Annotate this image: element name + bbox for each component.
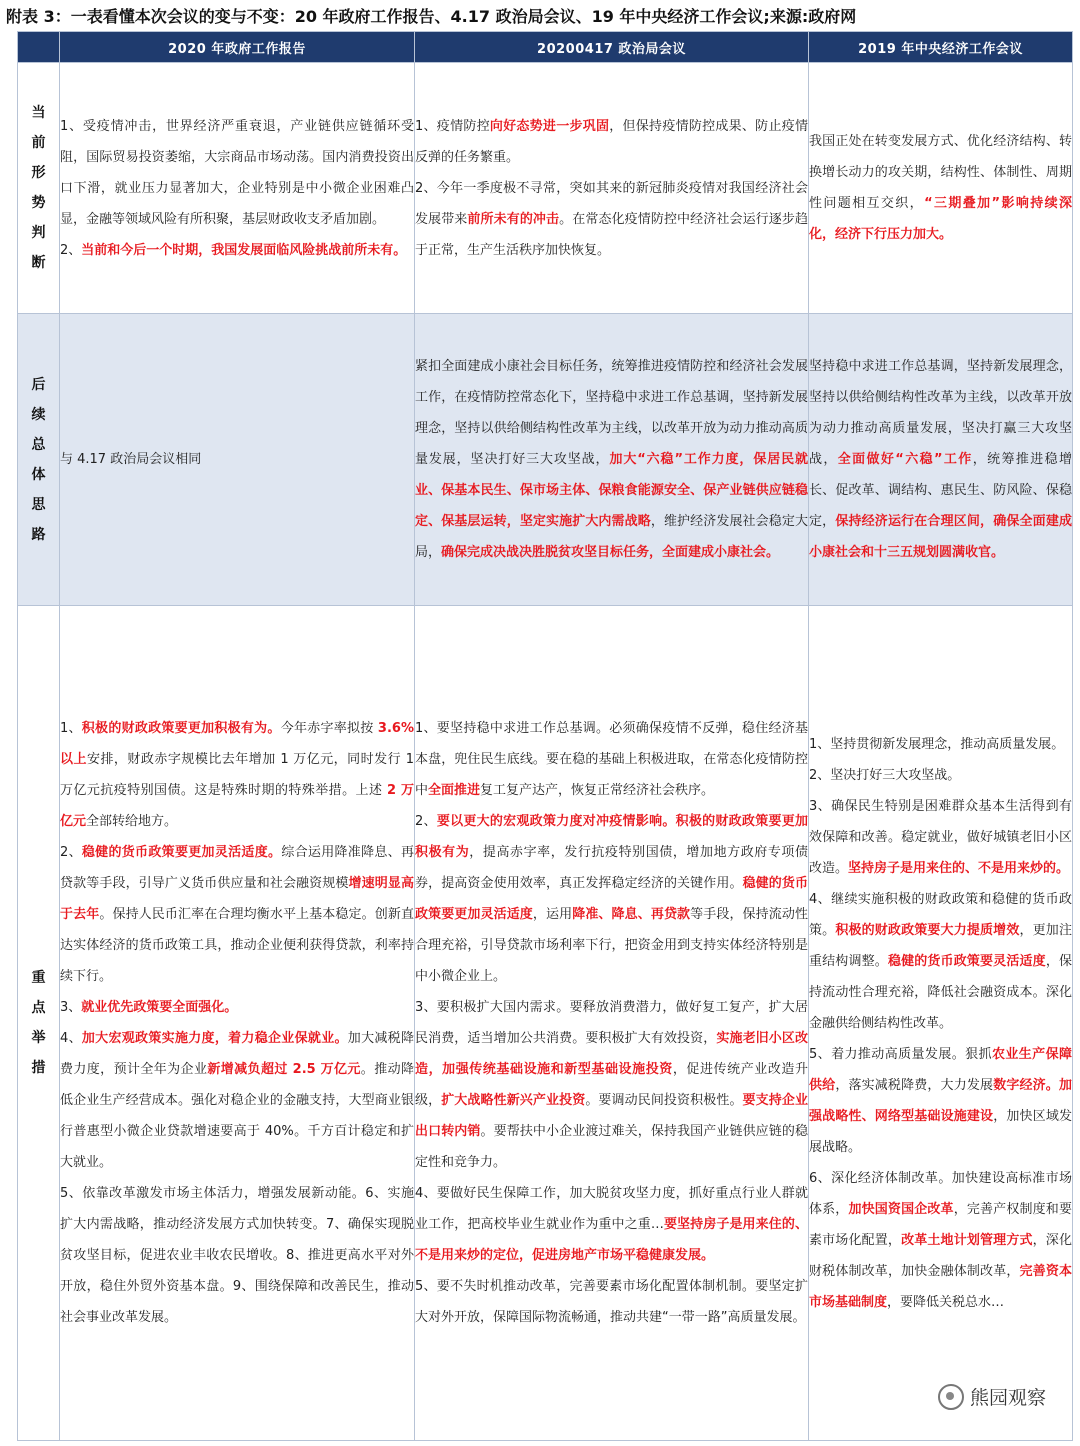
page-title: 附表 3：一表看懂本次会议的变与不变：20 年政府工作报告、4.17 政治局会议、19 年中央经济工作会议;来源:政府网 <box>6 7 857 26</box>
highlighted-text: 增速明显高于去年 <box>60 876 414 922</box>
table-cell <box>60 314 415 606</box>
cell-text: 紧扣全面建成小康社会目标任务，统筹推进疫情防控和经济社会发展工作，在疫情防控常态化下，坚持稳中求进工作总基调，坚持新发展理念，坚持以供给侧结构性改革为主线，以改革开放为动力推动高质量发展，坚决打好三大攻坚战， <box>415 359 808 467</box>
cell-text: 。要调动民间投资积极性。 <box>585 1093 743 1108</box>
header-row <box>18 32 1073 63</box>
cell-text: 。在常态化疫情防控中经济社会运行逐步趋于正常，生产生活秩序加快恢复。 <box>415 211 808 258</box>
table-cell <box>809 314 1073 606</box>
wechat-logo-icon <box>938 1384 964 1410</box>
row-label-char: 势 <box>31 195 46 211</box>
cell-text: 4、要做好民生保障工作，加大脱贫攻坚力度，抓好重点行业人群就业工作，把高校毕业生就业作为重中之重… <box>415 1186 808 1232</box>
highlighted-text: 积极的财政政策要大力提质增效 <box>835 922 1020 938</box>
cell-text: ，维护经济发展社会稳定大局， <box>415 514 808 560</box>
table-cell <box>415 606 809 1441</box>
cell-text: ，加快区域发展战略。 <box>809 1108 1072 1155</box>
cell-text: 1、要坚持稳中求进工作总基调。必须确保疫情不反弹，稳住经济基本盘，兜住民生底线。要在稳的基础上积极进取，在常态化疫情防控中 <box>415 721 808 798</box>
row-label-char: 思 <box>31 496 46 513</box>
cell-text: 1、疫情防控 <box>415 118 490 134</box>
highlighted-text: 数字经济。加强战略性、网络型基础设施建设 <box>809 1077 1072 1124</box>
cell-text: ，统筹推进稳增长、促改革、调结构、惠民生、防风险、保稳定， <box>809 452 1072 529</box>
highlighted-text: 就业优先政策要全面强化。 <box>81 1000 238 1015</box>
highlighted-text: 向好态势进一步巩固 <box>489 118 610 134</box>
row-label <box>18 606 60 1441</box>
highlighted-text: 全面做好“六稳”工作 <box>837 452 973 467</box>
column-header: 20200417 政治局会议 <box>415 32 809 63</box>
highlighted-text: 前所未有的冲击 <box>467 211 560 227</box>
cell-text: 综合运用降准降息、再贷款等手段，引导广义货币供应量和社会融资规模 <box>60 845 414 891</box>
cell-text: 。要帮扶中小企业渡过难关，保持我国产业链供应链的稳定性和竞争力。 <box>415 1124 808 1170</box>
cell-text: 5、着力推动高质量发展。狠抓 <box>809 1046 992 1062</box>
highlighted-text: 加大“六稳”工作力度，保居民就业、保基本民生、保市场主体、保粮食能源安全、保产业链供应链稳定、保基层运转，坚定实施扩大内需战略 <box>415 452 808 529</box>
cell-text: ，要降低关税总水… <box>887 1294 1005 1310</box>
highlighted-text: 扩大战略性新兴产业投资 <box>441 1093 586 1108</box>
highlighted-text: 稳健的货币政策要灵活适度 <box>887 953 1046 969</box>
cell-text: 2、 <box>415 814 437 829</box>
row-label-char: 点 <box>31 1000 46 1016</box>
table-row <box>18 63 1073 314</box>
cell-text: 今年赤字率拟按 <box>280 721 378 736</box>
cell-text: ，保持流动性合理充裕，降低社会融资成本。深化金融供给侧结构性改革。 <box>809 953 1072 1031</box>
row-label <box>18 314 60 606</box>
cell-text: 1、受疫情冲击，世界经济严重衰退，产业链供应链循环受阻，国际贸易投资萎缩，大宗商品市场动荡。国内消费投资出口下滑，就业压力显著加大，企业特别是中小微企业困难凸显，金融等领域风险有所积聚，基层财政收支矛盾加剧。 <box>60 118 414 227</box>
highlighted-text: 完善资本市场基础制度 <box>809 1263 1072 1310</box>
cell-text: 全部转给地方。 <box>86 814 178 829</box>
cell-text: 。推动降低企业生产经营成本。强化对稳企业的金融支持，大型商业银行普惠型小微企业贷款增速要高于 40%。千方百计稳定和扩大就业。 <box>60 1062 414 1170</box>
cell-text: 加大减税降费力度，预计全年为企业 <box>60 1031 414 1077</box>
cell-text: 1、坚持贯彻新发展理念，推动高质量发展。 <box>809 736 1065 752</box>
highlighted-text: 2 万亿元 <box>60 783 414 829</box>
row-label-char: 路 <box>31 526 46 543</box>
cell-text: ，运用 <box>532 907 573 922</box>
highlighted-text: “三期叠加”影响持续深化，经济下行压力加大。 <box>809 196 1072 242</box>
highlighted-text: 改革土地计划管理方式 <box>901 1232 1033 1248</box>
table-cell <box>60 606 415 1441</box>
highlighted-text: 当前和今后一个时期，我国发展面临风险挑战前所未有。 <box>81 242 407 258</box>
highlighted-text: 降准、降息、再贷款 <box>572 907 691 922</box>
cell-text: 3、 <box>60 1000 82 1015</box>
highlighted-text: 加快国资国企改革 <box>848 1201 954 1217</box>
cell-text: ，落实减税降费，大力发展 <box>835 1077 994 1093</box>
table-row <box>18 606 1073 1441</box>
highlighted-text: 要支持企业出口转内销 <box>415 1093 808 1139</box>
watermark-text: 熊园观察 <box>969 1387 1046 1409</box>
row-label-char: 前 <box>31 135 46 151</box>
row-label-char: 总 <box>31 436 46 453</box>
cell-text: 5、依靠改革激发市场主体活力，增强发展新动能。6、实施扩大内需战略，推动经济发展方式加快转变。7、确保实现脱贫攻坚目标，促进农业丰收农民增收。8、推进更高水平对外开放，稳住外贸外资基本盘。9、围绕保障和改善民生，推动社会事业改革发展。 <box>60 1186 414 1325</box>
cell-text: 4、 <box>60 1031 82 1046</box>
highlighted-text: 要坚持房子是用来住的、不是用来炒的定位，促进房地产市场平稳健康发展。 <box>415 1217 808 1263</box>
cell-text: 4、继续实施积极的财政政策和稳健的货币政策。 <box>809 891 1072 938</box>
cell-text: ，完善产权制度和要素市场化配置， <box>809 1201 1072 1248</box>
watermark <box>938 1383 1046 1410</box>
cell-text: 1、 <box>60 721 82 736</box>
row-label <box>18 63 60 314</box>
table-cell <box>809 63 1073 314</box>
cell-text: 复工复产达产，恢复正常经济社会秩序。 <box>480 783 715 798</box>
highlighted-text: 确保完成决战决胜脱贫攻坚目标任务，全面建成小康社会。 <box>441 545 780 560</box>
row-label-char: 措 <box>31 1060 46 1076</box>
cell-text: 我国正处在转变发展方式、优化经济结构、转换增长动力的攻关期，结构性、体制性、周期性问题相互交织， <box>809 134 1072 211</box>
cell-text: 与 4.17 政治局会议相同 <box>60 452 202 467</box>
cell-text: ，深化财税体制改革，加快金融体制改革， <box>809 1232 1072 1279</box>
highlighted-text: 加大宏观政策实施力度，着力稳企业保就业。 <box>81 1031 348 1046</box>
column-header: 2020 年政府工作报告 <box>60 32 415 63</box>
cell-text: ，但保持疫情防控成果、防止疫情反弹的任务繁重。 <box>415 118 808 165</box>
highlighted-text: 实施老旧小区改造，加强传统基础设施和新型基础设施投资 <box>415 1031 808 1077</box>
highlighted-text: 稳健的货币政策要更加灵活适度。 <box>81 845 282 860</box>
highlighted-text: 农业生产保障供给 <box>809 1046 1072 1093</box>
row-label-char: 体 <box>31 466 46 483</box>
cell-text: 坚持稳中求进工作总基调，坚持新发展理念，坚持以供给侧结构性改革为主线，以改革开放为动力推动高质量发展，坚决打赢三大攻坚战， <box>809 359 1072 467</box>
highlighted-text: 稳健的货币政策要更加灵活适度 <box>415 876 808 922</box>
cell-text: ，更加注重结构调整。 <box>809 922 1072 969</box>
highlighted-text: 积极的财政政策要更加积极有为。 <box>81 721 281 736</box>
row-label-char: 举 <box>31 1030 46 1046</box>
table-row <box>18 314 1073 606</box>
row-label-char: 判 <box>31 225 46 241</box>
header-corner <box>18 32 60 63</box>
table-cell <box>415 63 809 314</box>
highlighted-text: 坚持房子是用来住的、不是用来炒的。 <box>848 860 1070 876</box>
highlighted-text: 要以更大的宏观政策力度对冲疫情影响。积极的财政政策要更加积极有为 <box>415 814 808 860</box>
cell-text: 2、今年一季度极不寻常，突如其来的新冠肺炎疫情对我国经济社会发展带来 <box>415 180 808 227</box>
cell-text: 5、要不失时机推动改革，完善要素市场化配置体制机制。要坚定扩大对外开放，保障国际物流畅通，推动共建“一带一路”高质量发展。 <box>415 1279 808 1325</box>
cell-text: 2、 <box>60 242 82 258</box>
cell-text: 2、坚决打好三大攻坚战。 <box>809 767 961 783</box>
cell-text: 等手段，保持流动性合理充裕，引导贷款市场利率下行，把资金用到支持实体经济特别是中小微企业上。 <box>415 907 808 984</box>
row-label-char: 形 <box>31 165 46 181</box>
cell-text: 。保持人民币汇率在合理均衡水平上基本稳定。创新直达实体经济的货币政策工具，推动企业便利获得贷款，利率持续下行。 <box>60 907 414 984</box>
table-cell <box>415 314 809 606</box>
cell-text: ，提高赤字率，发行抗疫特别国债，增加地方政府专项债券，提高资金使用效率，真正发挥稳定经济的关键作用。 <box>415 845 808 891</box>
row-label-char: 重 <box>31 970 46 986</box>
cell-text: ，促进传统产业改造升级， <box>415 1062 808 1108</box>
column-header: 2019 年中央经济工作会议 <box>809 32 1073 63</box>
highlighted-text: 保持经济运行在合理区间，确保全面建成小康社会和十三五规划圆满收官。 <box>809 514 1072 560</box>
cell-text: 3、要积极扩大国内需求。要释放消费潜力，做好复工复产，扩大居民消费，适当增加公共消费。要积极扩大有效投资， <box>415 1000 808 1046</box>
cell-text: 安排，财政赤字规模比去年增加 1 万亿元，同时发行 1 万亿元抗疫特别国债。这是特殊时期的特殊举措。上述 <box>60 752 414 798</box>
row-label-char: 断 <box>31 255 46 271</box>
highlighted-text: 3.6%以上 <box>60 721 414 767</box>
cell-text: 3、确保民生特别是困难群众基本生活得到有效保障和改善。稳定就业，做好城镇老旧小区改造。 <box>809 798 1072 876</box>
highlighted-text: 新增减负超过 2.5 万亿元 <box>207 1062 361 1077</box>
cell-text: 2、 <box>60 845 82 860</box>
comparison-table <box>17 31 1073 1441</box>
row-label-char: 续 <box>31 406 46 423</box>
row-label-char: 后 <box>31 376 46 393</box>
row-label-char: 当 <box>31 105 46 121</box>
cell-text: 6、深化经济体制改革。加快建设高标准市场体系， <box>809 1170 1072 1217</box>
table-cell <box>809 606 1073 1441</box>
highlighted-text: 全面推进 <box>428 783 481 798</box>
table-cell <box>60 63 415 314</box>
